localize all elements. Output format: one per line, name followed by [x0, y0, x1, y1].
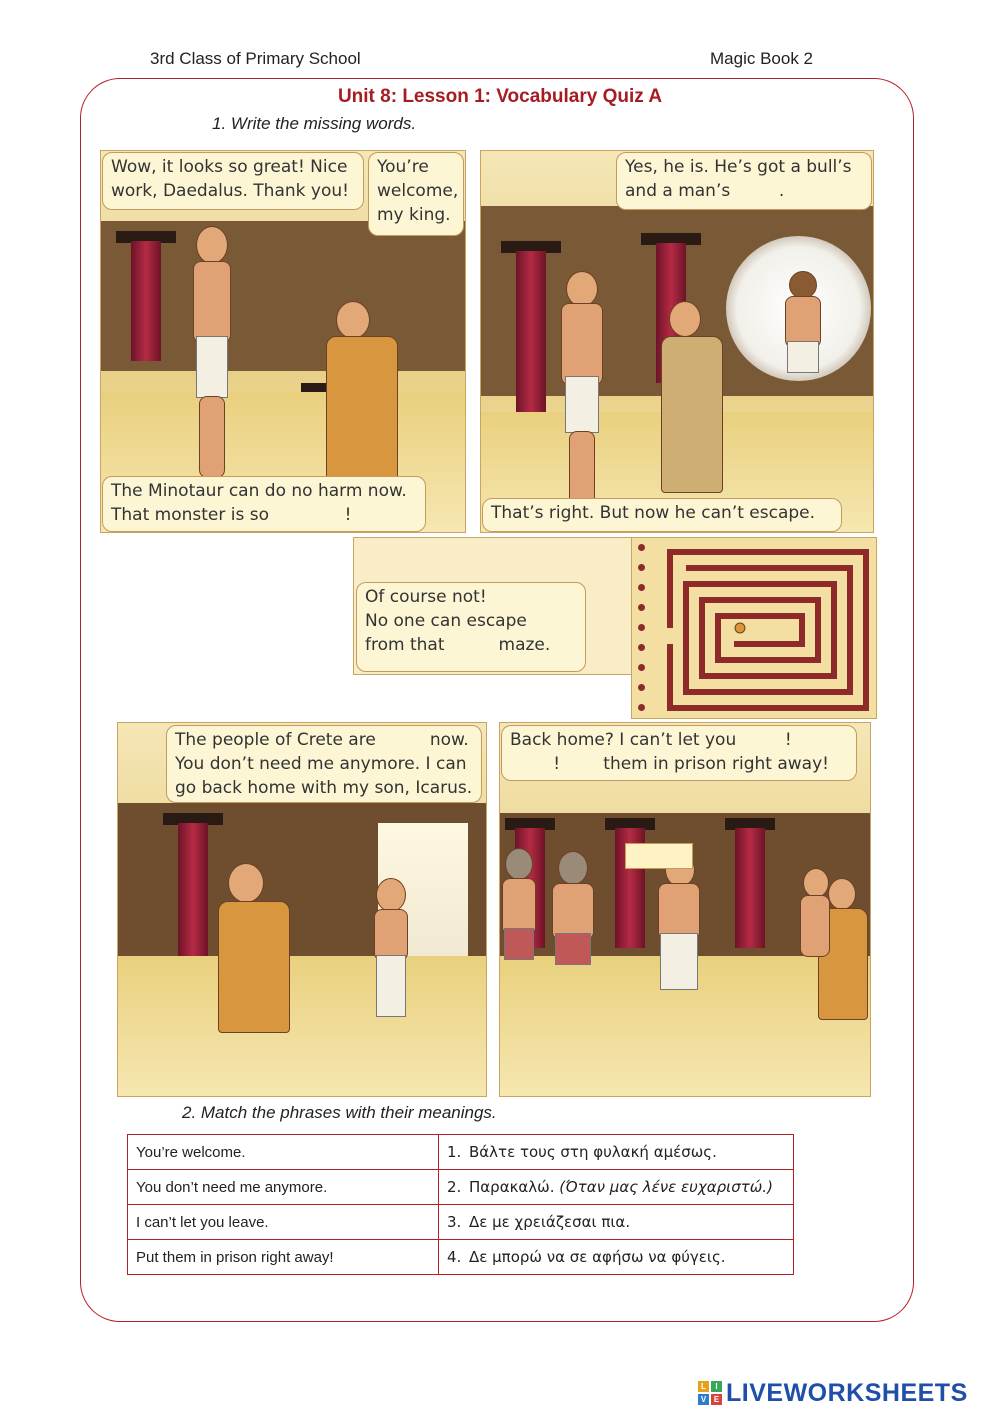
page-title: Unit 8: Lesson 1: Vocabulary Quiz A	[337, 86, 663, 107]
header-book-label: Magic Book 2	[710, 49, 813, 68]
table-row	[128, 1170, 794, 1205]
red-pillar	[516, 251, 546, 431]
meaning-cell[interactable]: 3. Δε με χρειάζεσαι πια.	[439, 1205, 794, 1240]
liveworksheets-logo[interactable]	[698, 1378, 968, 1408]
table-row	[128, 1240, 794, 1275]
speech-bubble: Wow, it looks so great! Nice work, Daedalus. Thank you!	[102, 152, 364, 210]
instruction-write: 1. Write the missing words.	[212, 114, 417, 133]
table-row	[128, 1135, 794, 1170]
red-pillar	[178, 823, 208, 963]
speech-bubble: Of course not! No one can escape from that maze.	[356, 582, 586, 672]
phrase-cell[interactable]: You’re welcome.	[128, 1135, 439, 1170]
red-pillar	[131, 241, 161, 361]
maze-drawing	[632, 538, 877, 719]
speech-bubble: Back home? I can’t let you ! ! them in prison right away!	[501, 725, 857, 781]
meaning-cell[interactable]: 2. Παρακαλώ. (Όταν μας λένε ευχαριστώ.)	[439, 1170, 794, 1205]
phrase-cell[interactable]: Put them in prison right away!	[128, 1240, 439, 1275]
logo-text: LIVEWORKSHEETS	[726, 1378, 968, 1407]
header-class-label: 3rd Class of Primary School	[150, 49, 361, 68]
speech-bubble: You’re welcome, my king.	[368, 152, 464, 236]
speech-bubble: The Minotaur can do no harm now. That monster is so !	[102, 476, 426, 532]
speech-bubble: Yes, he is. He’s got a bull’s and a man’s .	[616, 152, 872, 210]
phrase-cell[interactable]: I can’t let you leave.	[128, 1205, 439, 1240]
meaning-cell[interactable]: 1. Βάλτε τους στη φυλακή αμέσως.	[439, 1135, 794, 1170]
answer-blank-box[interactable]	[625, 843, 693, 869]
red-pillar	[735, 828, 765, 948]
meaning-cell[interactable]: 4. Δε μπορώ να σε αφήσω να φύγεις.	[439, 1240, 794, 1275]
logo-icon: L I V E	[698, 1381, 722, 1405]
phrase-cell[interactable]: You don’t need me anymore.	[128, 1170, 439, 1205]
matching-table	[127, 1134, 794, 1275]
instruction-match: 2. Match the phrases with their meanings.	[182, 1103, 497, 1122]
speech-bubble: That’s right. But now he can’t escape.	[482, 498, 842, 532]
speech-bubble: The people of Crete are now. You don’t need me anymore. I can go back home with my son, Icarus.	[166, 725, 482, 803]
table-row	[128, 1205, 794, 1240]
labyrinth-illustration	[631, 537, 877, 719]
